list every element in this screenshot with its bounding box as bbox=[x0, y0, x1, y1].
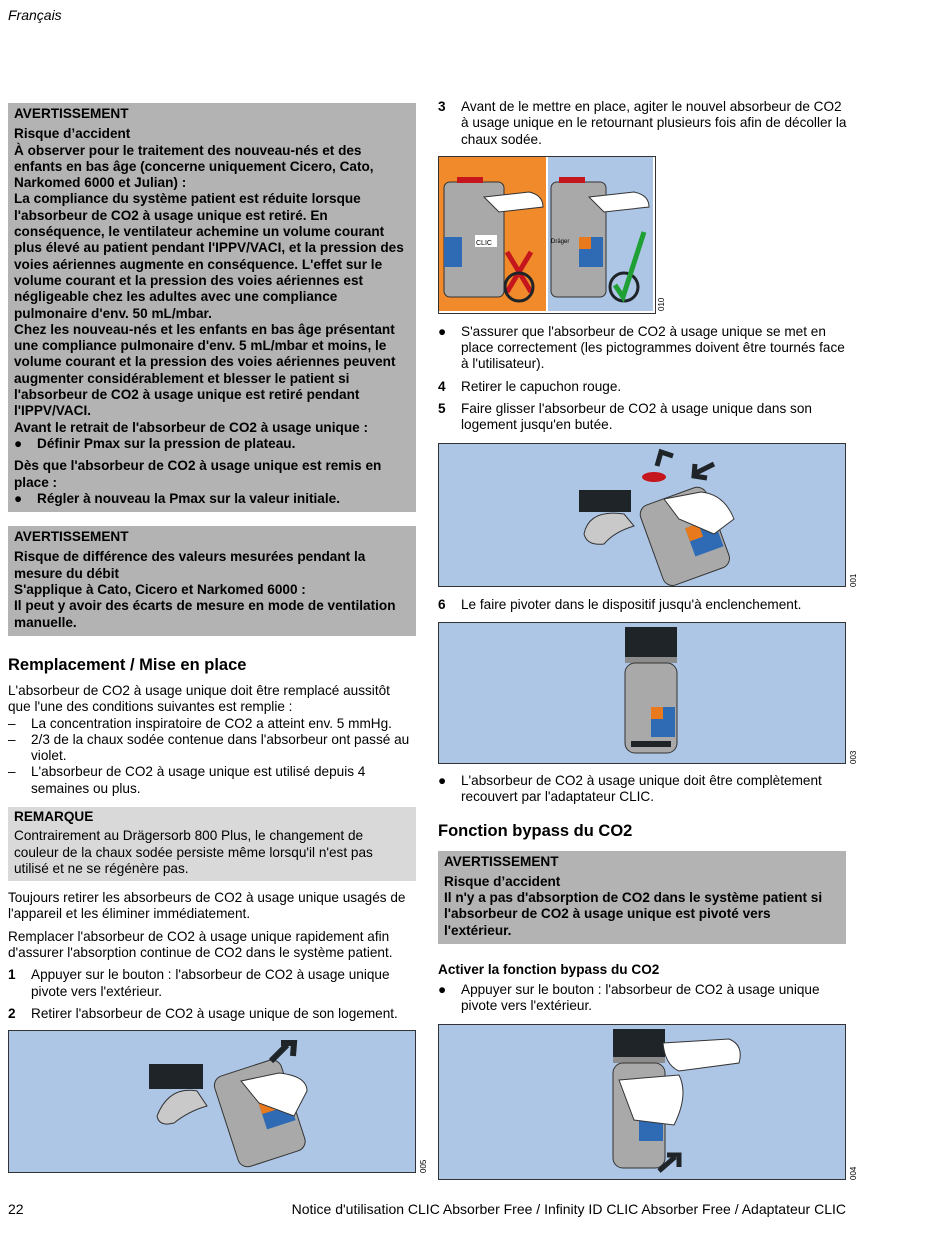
clic-label: CLIC bbox=[476, 239, 492, 247]
list-item bbox=[438, 324, 848, 373]
warning-bullet-text: Définir Pmax sur la pression de plateau. bbox=[37, 435, 296, 451]
list-item: 2 Retirer l'absorbeur de CO2 à usage unique de son logement. bbox=[8, 1005, 398, 1021]
list-item-text: La concentration inspiratoire de CO2 a atteint env. 5 mmHg. bbox=[31, 715, 392, 731]
list-item-text: Faire glisser l'absorbeur de CO2 à usage unique dans son logement jusqu'en butée. bbox=[461, 401, 812, 433]
warning-line: Il n'y a pas d'absorption de CO2 dans le système patient si l'absorbeur de CO2 à usage unique est pivoté vers l'extérieur. bbox=[444, 890, 823, 938]
warning-line: Risque de différence des valeurs mesurées pendant la mesure du débit bbox=[14, 549, 366, 581]
list-item-text: S'assurer que l'absorbeur de CO2 à usage unique se met en place correctement (les pictogrammes doivent être tournés face à l'utilisateur). bbox=[461, 323, 845, 372]
warning-line: Dès que l'absorbeur de CO2 à usage unique est remis en place : bbox=[14, 458, 382, 490]
figure-number: 004 bbox=[849, 1166, 858, 1180]
list-item-text: Retirer le capuchon rouge. bbox=[461, 378, 622, 394]
figure-number: 010 bbox=[657, 297, 666, 311]
figure-number: 003 bbox=[849, 750, 858, 764]
warning-title: AVERTISSEMENT bbox=[14, 106, 129, 121]
section-heading-bypass: Fonction bypass du CO2 bbox=[438, 821, 633, 840]
illustration-orientation bbox=[439, 157, 653, 311]
list-item-text: L'absorbeur de CO2 à usage unique est utilisé depuis 4 semaines ou plus. bbox=[31, 764, 366, 796]
note-text: Contrairement au Drägersorb 800 Plus, le changement de couleur de la chaux sodée persiste même lorsqu'il n'est pas utilisé et ne se régénère pas. bbox=[14, 828, 373, 876]
figure-number: 001 bbox=[849, 573, 858, 587]
paragraph: Toujours retirer les absorbeurs de CO2 à usage unique usagés de l'appareil et les éliminer immédiatement. bbox=[8, 890, 406, 922]
figure-pivot-absorber bbox=[438, 622, 858, 764]
left-column bbox=[8, 103, 428, 1174]
warning-bullet-text: Régler à nouveau la Pmax sur la valeur initiale. bbox=[37, 490, 340, 506]
conditions-list bbox=[8, 716, 416, 797]
list-item: – La concentration inspiratoire de CO2 a atteint env. 5 mmHg. bbox=[8, 715, 392, 731]
bullet-list bbox=[438, 773, 848, 806]
steps-list bbox=[8, 967, 416, 1022]
warning-line: Chez les nouveau-nés et les enfants en bas âge présentant une compliance pulmonaire d'env. 5 mL/mbar et moins, le volume courant et la pression des voies aériennes peuvent augmenter considérablement et blesser le patient si l'absorbeur de CO2 à usage unique est retiré pendant l'IPPV/VACI. bbox=[14, 321, 396, 419]
warning-line: Risque d’accident bbox=[444, 873, 561, 889]
bullet-icon: ● bbox=[14, 490, 23, 506]
figure-remove-absorber bbox=[8, 1030, 428, 1174]
list-item-text: L'absorbeur de CO2 à usage unique doit être complètement recouvert par l'adaptateur CLIC. bbox=[461, 772, 822, 805]
note-box bbox=[8, 807, 416, 881]
right-column bbox=[438, 99, 858, 1180]
section-heading-replacement: Remplacement / Mise en place bbox=[8, 655, 247, 674]
note-title: REMARQUE bbox=[14, 808, 94, 824]
warning-title: AVERTISSEMENT bbox=[444, 853, 559, 869]
warning-title: AVERTISSEMENT bbox=[14, 529, 129, 545]
warning-line: À observer pour le traitement des nouveau-nés et des enfants en bas âge (concerne uniquement Cicero, Cato, Narkomed 6000 et Julian) : bbox=[14, 142, 374, 191]
warning-box-accident bbox=[8, 103, 416, 512]
list-item-text: Appuyer sur le bouton : l'absorbeur de CO2 à usage unique pivote vers l'extérieur. bbox=[461, 982, 820, 1014]
warning-line: Risque d’accident bbox=[14, 126, 131, 142]
list-item-text: Avant de le mettre en place, agiter le nouvel absorbeur de CO2 à usage unique en le retournant plusieurs fois afin de décoller la chaux sodée. bbox=[461, 99, 847, 147]
figure-number: 005 bbox=[419, 1159, 428, 1174]
list-item: 3 Avant de le mettre en place, agiter le nouvel absorbeur de CO2 à usage unique en le retournant plusieurs fois afin de décoller la chaux sodée. bbox=[438, 99, 847, 147]
list-item-text: 2/3 de la chaux sodée contenue dans l'absorbeur ont passé au violet. bbox=[31, 731, 410, 764]
drager-label: Dräger bbox=[551, 238, 570, 245]
list-item: – 2/3 de la chaux sodée contenue dans l'absorbeur ont passé au violet. bbox=[8, 732, 416, 765]
list-item: – L'absorbeur de CO2 à usage unique est utilisé depuis 4 semaines ou plus. bbox=[8, 764, 416, 797]
bullet-icon: ● bbox=[438, 323, 447, 339]
illustration-insert-absorber bbox=[439, 444, 845, 586]
subheading-activate-bypass: Activer la fonction bypass du CO2 bbox=[438, 962, 660, 978]
bullet-list bbox=[438, 324, 848, 373]
language-label: Français bbox=[8, 7, 62, 23]
list-item: 1 Appuyer sur le bouton : l'absorbeur de CO2 à usage unique pivote vers l'extérieur. bbox=[8, 967, 416, 1000]
warning-bullet bbox=[14, 491, 410, 507]
steps-list bbox=[438, 99, 848, 148]
list-item-text: Retirer l'absorbeur de CO2 à usage unique de son logement. bbox=[31, 1005, 398, 1021]
list-item bbox=[438, 982, 848, 1015]
steps-list bbox=[438, 379, 848, 434]
list-item: 5 Faire glisser l'absorbeur de CO2 à usage unique dans son logement jusqu'en butée. bbox=[438, 401, 848, 434]
warning-line: Avant le retrait de l'absorbeur de CO2 à usage unique : bbox=[14, 419, 368, 435]
warning-line: Il peut y avoir des écarts de mesure en mode de ventilation manuelle. bbox=[14, 598, 396, 630]
warning-box-bypass bbox=[438, 851, 846, 944]
figure-bypass-button bbox=[438, 1024, 858, 1180]
illustration-remove-absorber bbox=[9, 1031, 415, 1172]
warning-bullet bbox=[14, 436, 410, 452]
list-item: 4 Retirer le capuchon rouge. bbox=[438, 378, 622, 394]
warning-line: S'applique à Cato, Cicero et Narkomed 6000 : bbox=[14, 582, 306, 598]
list-item-text: Appuyer sur le bouton : l'absorbeur de CO2 à usage unique pivote vers l'extérieur. bbox=[31, 967, 390, 999]
bullet-icon: ● bbox=[14, 435, 23, 451]
footer-title: Notice d'utilisation CLIC Absorber Free / Infinity ID CLIC Absorber Free / Adaptateur CLIC bbox=[291, 1201, 846, 1217]
steps-list bbox=[438, 597, 848, 613]
list-item-text: Le faire pivoter dans le dispositif jusqu'à enclenchement. bbox=[461, 596, 802, 612]
illustration-pivot-absorber bbox=[439, 623, 845, 763]
bullet-icon: ● bbox=[438, 982, 447, 998]
paragraph: Remplacer l'absorbeur de CO2 à usage unique rapidement afin d'assurer l'absorption continue de CO2 dans le système patient. bbox=[8, 928, 393, 961]
bullet-list bbox=[438, 982, 848, 1015]
illustration-bypass-button bbox=[439, 1025, 845, 1179]
warning-box-measurement bbox=[8, 526, 416, 636]
figure-correct-orientation bbox=[438, 156, 666, 314]
list-item: 6 Le faire pivoter dans le dispositif jusqu'à enclenchement. bbox=[438, 596, 802, 612]
list-item bbox=[438, 773, 848, 806]
bullet-icon: ● bbox=[438, 772, 447, 788]
warning-line: La compliance du système patient est réduite lorsque l'absorbeur de CO2 à usage unique est retiré. En conséquence, le ventilateur achemine un volume courant plus élevé au patient pendant l'IPPV/VACI, et la pression des voies aériennes augmente en conséquence. L'effet sur le volume courant et la pression des voies aériennes est négligeable chez les adultes avec une compliance pulmonaire d'env. 50 mL/mbar. bbox=[14, 191, 404, 321]
page-number: 22 bbox=[8, 1201, 24, 1217]
intro-paragraph: L'absorbeur de CO2 à usage unique doit être remplacé aussitôt que l'une des conditions suivantes est remplie : bbox=[8, 682, 390, 715]
figure-insert-absorber bbox=[438, 443, 858, 587]
